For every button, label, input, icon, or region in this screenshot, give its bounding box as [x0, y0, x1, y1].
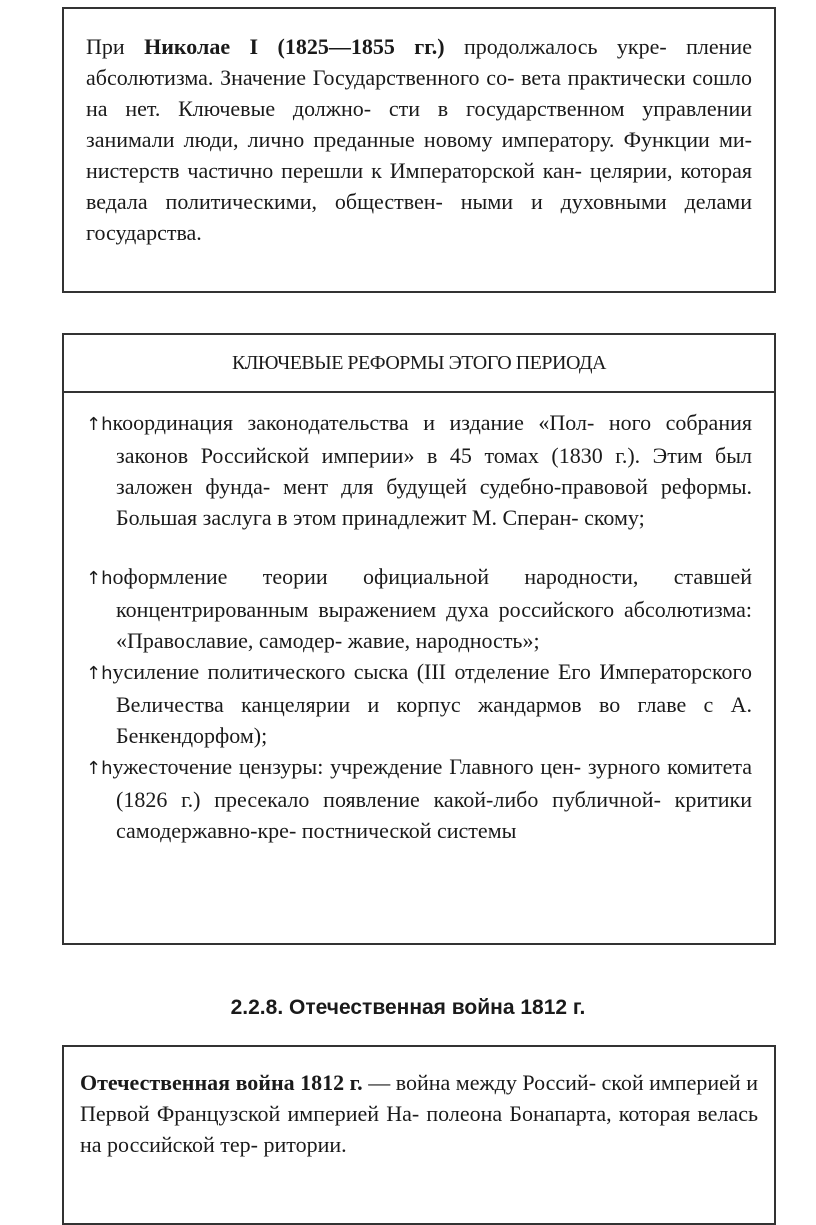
arrow-bullet-icon: ↑h: [86, 568, 113, 589]
list-item: [86, 561, 752, 656]
text-run: — война между Россий- ской империей и Первой Французской империей На- полеона Бонапарта, которая велась на российской тер- ритории.: [80, 1070, 758, 1157]
list-item-text: усиление политического сыска (III отделение Его Императорского Величества канцелярии и корпус жандармов во главе с А. Бенкендорфом);: [112, 659, 752, 748]
text-run: продолжалось укре- пление абсолютизма. Значение Государственного со- вета практически сошло на нет. Ключевые должно- сти в государственном управлении занимали люди, лично преданные новому императору. Функции ми- нистерств частично перешли к Императорской кан- целярии, которая ведала политическими, обществен- ными и духовными делами государства.: [86, 34, 752, 245]
arrow-bullet-icon: ↑h: [86, 663, 113, 684]
text-run: При: [86, 34, 145, 59]
list-item: [86, 751, 752, 846]
reforms-list: [64, 393, 774, 846]
paragraph-nicholas: [86, 31, 752, 248]
arrow-bullet-icon: ↑h: [86, 758, 113, 779]
list-item-text: оформление теории официальной народности, ставшей концентрированным выражением духа российского абсолютизма: «Православие, самодер- жавие, народность»;: [112, 564, 752, 653]
bold-term: Николае I (1825—1855 гг.): [144, 34, 445, 59]
reforms-header: КЛЮЧЕВЫЕ РЕФОРМЫ ЭТОГО ПЕРИОДА: [64, 335, 774, 393]
list-item: [86, 656, 752, 751]
list-item-text: ужесточение цензуры: учреждение Главного цен- зурного комитета (1826 г.) пресекало появление какой-либо публичной- критики самодержавно-кре- постнической системы: [112, 754, 752, 843]
paragraph-war: [80, 1067, 758, 1160]
list-item: [86, 407, 752, 533]
text-box-war: [62, 1045, 776, 1225]
bold-term: Отечественная война 1812 г.: [80, 1070, 363, 1095]
section-title: 2.2.8. Отечественная война 1812 г.: [230, 996, 586, 1019]
reforms-table: [62, 333, 776, 945]
arrow-bullet-icon: ↑h: [86, 414, 113, 435]
text-box-nicholas: [62, 7, 776, 293]
list-item-text: координация законодательства и издание «Пол- ного собрания законов Российской империи» в 45 томах (1830 г.). Этим был заложен фунда- мент для будущей судебно-правовой реформы. Большая заслуга в этом принадлежит М. Сперан- скому;: [112, 410, 752, 530]
